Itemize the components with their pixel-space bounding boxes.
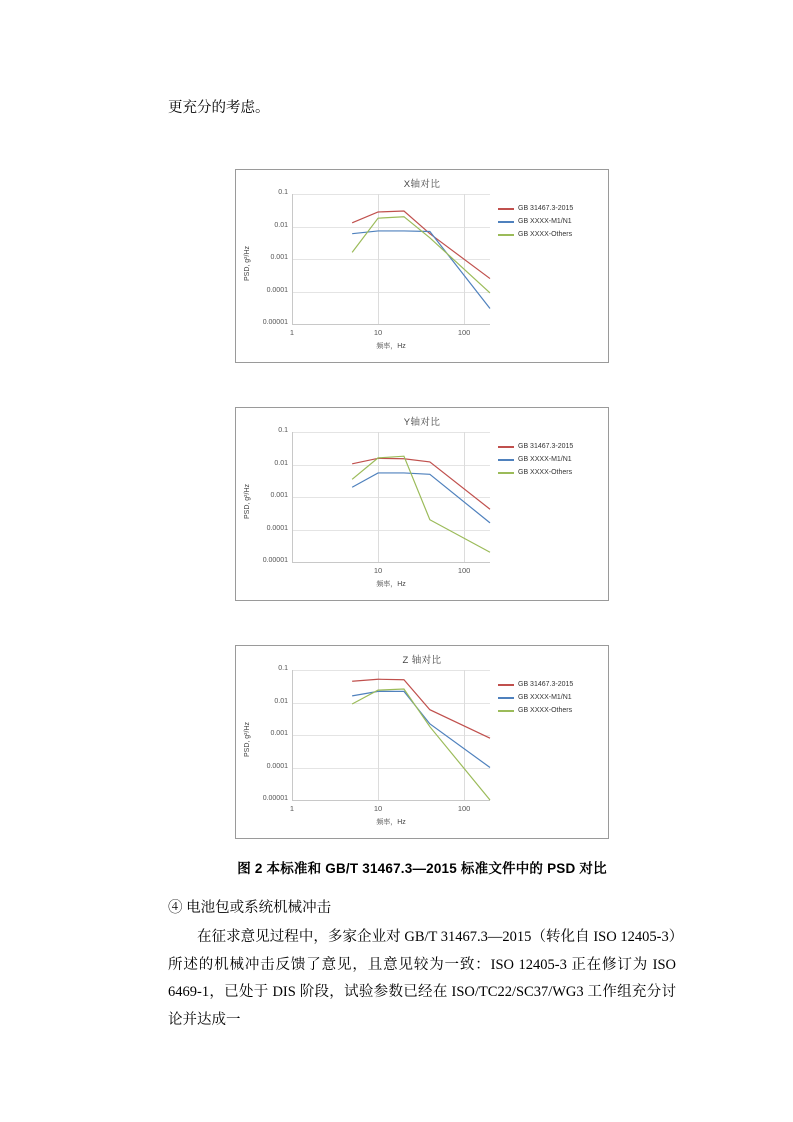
chart-y-axis-comparison (235, 407, 609, 601)
y-axis-tick-label: 0.01 (274, 221, 288, 229)
chart-title: Z 轴对比 (402, 655, 442, 666)
y-axis-tick-label: 0.00001 (262, 319, 288, 326)
x-axis-tick-label: 100 (457, 328, 471, 337)
plot-area (292, 670, 490, 800)
page-content (168, 95, 676, 1049)
x-axis-tick-label: 10 (373, 804, 383, 813)
legend-swatch (498, 684, 514, 686)
y-axis-tick-label: 0.0001 (266, 286, 288, 294)
y-axis-title: PSD, g²/Hz (244, 245, 251, 281)
y-axis-tick-label: 0.001 (270, 730, 288, 737)
list-item: ④ 电池包或系统机械冲击 (168, 900, 332, 916)
plot-area (292, 194, 490, 324)
series-line (352, 456, 490, 552)
y-axis-tick-label: 0.1 (278, 665, 288, 672)
series-lines (292, 432, 490, 562)
y-axis-title: PSD, g²/Hz (244, 721, 251, 757)
chart-title: Y轴对比 (403, 417, 441, 428)
legend-swatch (498, 446, 514, 448)
figure-caption: 图 2 本标准和 GB/T 31467.3—2015 标准文件中的 PSD 对比 (237, 861, 607, 876)
y-axis-tick-label: 0.01 (274, 697, 288, 705)
legend-swatch (498, 221, 514, 223)
series-line (352, 211, 490, 279)
intro-paragraph: 更充分的考虑。 (168, 100, 270, 116)
legend-item (498, 691, 573, 704)
chart-x-axis-comparison (235, 169, 609, 363)
legend-swatch (498, 208, 514, 210)
x-axis-line (292, 324, 490, 325)
x-axis-title: 频率，Hz (376, 581, 406, 588)
y-axis-tick-label: 0.0001 (266, 524, 288, 532)
series-line (352, 458, 490, 509)
x-axis-tick-label: 100 (457, 804, 471, 813)
x-axis-line (292, 800, 490, 801)
series-line (352, 679, 490, 738)
y-axis-tick-label: 0.00001 (262, 795, 288, 802)
legend-swatch (498, 697, 514, 699)
legend-label: GB XXXX-M1/N1 (518, 694, 572, 701)
legend-swatch (498, 710, 514, 712)
legend-label: GB XXXX-M1/N1 (518, 218, 572, 225)
x-axis-tick-label: 1 (289, 804, 295, 813)
legend-label: GB XXXX-Others (518, 231, 573, 238)
legend-item (498, 440, 573, 453)
legend-swatch (498, 472, 514, 474)
legend-item (498, 678, 573, 691)
legend-label: GB XXXX-M1/N1 (518, 456, 572, 463)
legend-label: GB 31467.3-2015 (518, 681, 574, 688)
y-axis-tick-label: 0.0001 (266, 762, 288, 770)
legend-label: GB XXXX-Others (518, 707, 573, 714)
x-axis-tick-label: 10 (373, 328, 383, 337)
x-axis-tick-label: 1 (289, 328, 295, 337)
x-axis-tick-label: 10 (373, 566, 383, 575)
legend-item (498, 466, 573, 479)
y-axis-tick-label: 0.1 (278, 189, 288, 196)
legend-item (498, 228, 573, 241)
x-axis-tick-label: 100 (457, 566, 471, 575)
chart-legend (498, 678, 573, 717)
series-line (352, 691, 490, 767)
series-line (352, 231, 490, 309)
chart-z-axis-comparison (235, 645, 609, 839)
legend-label: GB 31467.3-2015 (518, 205, 574, 212)
x-axis-line (292, 562, 490, 563)
legend-item (498, 704, 573, 717)
x-axis-title: 频率，Hz (376, 343, 406, 350)
legend-item (498, 453, 573, 466)
chart-legend (498, 202, 573, 241)
series-line (352, 689, 490, 800)
y-axis-tick-label: 0.00001 (262, 557, 288, 564)
series-lines (292, 194, 490, 324)
body-paragraph: 在征求意见过程中，多家企业对 GB/T 31467.3—2015（转化自 ISO 12405-3）所述的机械冲击反馈了意见，且意见较为一致：ISO 12405-3 正在修订为 ISO 6469-1，已处于 DIS 阶段，试验参数已经在 ISO/TC22/SC37/WG3 工作组充分讨论并达成一 (168, 929, 676, 1028)
y-axis-tick-label: 0.001 (270, 492, 288, 499)
y-axis-tick-label: 0.01 (274, 459, 288, 467)
chart-title: X轴对比 (403, 179, 441, 190)
legend-swatch (498, 234, 514, 236)
plot-area (292, 432, 490, 562)
legend-swatch (498, 459, 514, 461)
legend-label: GB XXXX-Others (518, 469, 573, 476)
legend-label: GB 31467.3-2015 (518, 443, 574, 450)
y-axis-tick-label: 0.001 (270, 254, 288, 261)
chart-legend (498, 440, 573, 479)
x-axis-title: 频率，Hz (376, 819, 406, 826)
y-axis-title: PSD, g²/Hz (244, 483, 251, 519)
legend-item (498, 215, 573, 228)
series-lines (292, 670, 490, 800)
legend-item (498, 202, 573, 215)
y-axis-tick-label: 0.1 (278, 427, 288, 434)
